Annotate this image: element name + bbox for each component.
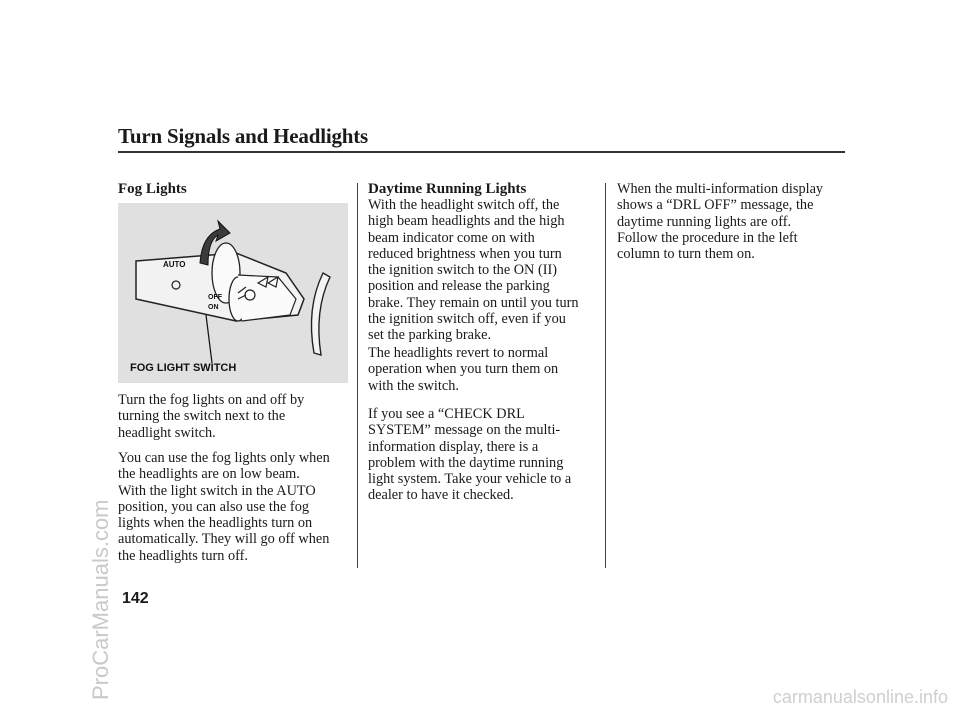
fog-light-switch-figure — [118, 203, 348, 383]
column-divider-right — [605, 183, 606, 568]
column-divider-left — [357, 183, 358, 568]
drl-paragraph-2: The headlights revert to normal operation when you turn them on with the switch. — [368, 345, 559, 394]
drl-paragraph-3: If you see a “CHECK DRL SYSTEM” message on the multi- information display, there is a problem with the daytime running light system. Take your vehicle to a dealer to have it checked. — [368, 406, 572, 504]
section-title: Turn Signals and Headlights — [118, 124, 369, 148]
page-number: 142 — [122, 590, 149, 607]
drl-off-paragraph: When the multi-information display shows a “DRL OFF” message, the daytime running lights are off. Follow the procedure in the left column to turn them on. — [617, 181, 824, 263]
off-label: OFF — [208, 294, 222, 301]
fog-lights-paragraph-1: Turn the fog lights on and off by turning the switch next to the headlight switch. — [118, 392, 305, 441]
headlight-stalk-illustration — [118, 203, 348, 383]
fog-lights-heading: Fog Lights — [118, 181, 187, 197]
drl-paragraph-1: With the headlight switch off, the high beam headlights and the high beam indicator come on with reduced brightness when you turn the ignition switch to the ON (II) position and release the parking brake. They remain on until you turn the ignition switch off, even if you set the parking brake. — [368, 197, 579, 344]
drl-heading: Daytime Running Lights — [368, 181, 527, 197]
on-label: ON — [208, 304, 219, 311]
fog-lights-paragraph-2: You can use the fog lights only when the headlights are on low beam. With the light switch in the AUTO position, you can also use the fog lights when the headlights turn on automatically. They will go off when the headlights turn off. — [118, 450, 330, 564]
bottom-watermark: carmanualsonline.info — [772, 687, 948, 707]
side-watermark: ProCarManuals.com — [88, 499, 113, 700]
header-rule — [118, 151, 845, 153]
auto-label: AUTO — [163, 260, 186, 269]
figure-caption: FOG LIGHT SWITCH — [130, 362, 237, 374]
